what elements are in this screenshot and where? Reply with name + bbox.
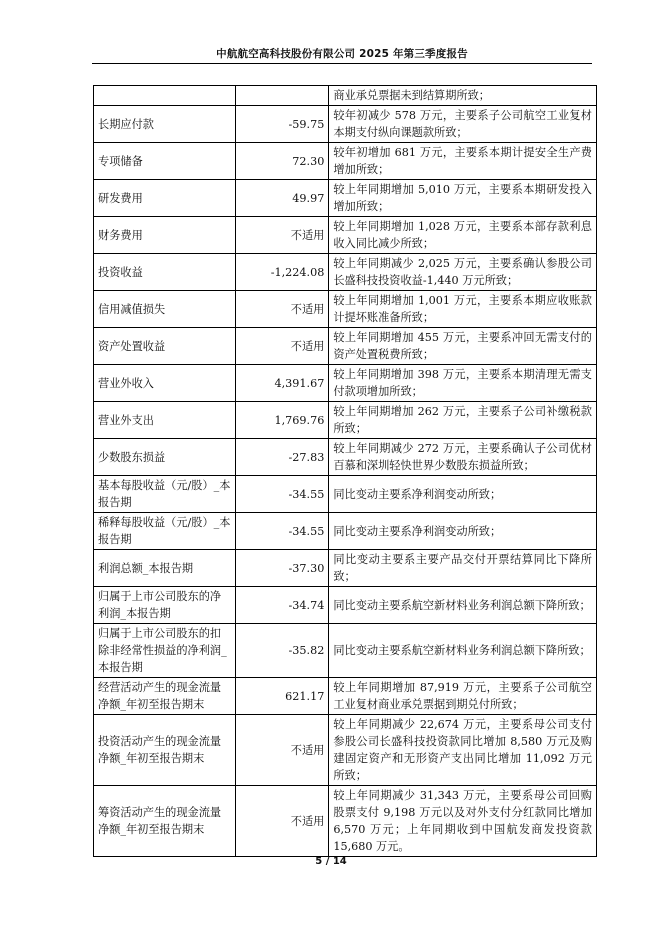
item-cell: 研发费用: [94, 180, 236, 217]
item-cell: 基本每股收益（元/股）_本报告期: [94, 476, 236, 513]
item-cell: [94, 86, 236, 106]
item-cell: 投资活动产生的现金流量净额_年初至报告期末: [94, 715, 236, 786]
value-cell: 621.17: [236, 678, 329, 715]
item-cell: 稀释每股收益（元/股）_本报告期: [94, 513, 236, 550]
value-cell: 不适用: [236, 291, 329, 328]
reason-cell: 较上年同期减少 272 万元，主要系确认子公司优材百慕和深圳轻快世界少数股东损益所致；: [329, 439, 597, 476]
value-cell: 4,391.67: [236, 365, 329, 402]
reason-cell: 较年初减少 578 万元，主要系子公司航空工业复材本期支付纵向课题款所致；: [329, 106, 597, 143]
value-cell: -35.82: [236, 624, 329, 678]
table-row: [94, 291, 597, 328]
table-row: [94, 786, 597, 857]
reason-cell: 较上年同期减少 31,343 万元，主要系母公司回购股票支付 9,198 万元以及对外支付分红款同比增加 6,570 万元；上年同期收到中国航发商发投资款 15,680 万元。: [329, 786, 597, 857]
value-cell: -34.74: [236, 587, 329, 624]
table-row: [94, 402, 597, 439]
table-row: [94, 550, 597, 587]
table-row: [94, 217, 597, 254]
reason-cell: 较上年同期增加 398 万元，主要系本期清理无需支付款项增加所致；: [329, 365, 597, 402]
reason-cell: 同比变动主要系净利润变动所致；: [329, 513, 597, 550]
item-cell: 投资收益: [94, 254, 236, 291]
reason-cell: 同比变动主要系主要产品交付开票结算同比下降所致；: [329, 550, 597, 587]
reason-cell: 同比变动主要系净利润变动所致；: [329, 476, 597, 513]
value-cell: 49.97: [236, 180, 329, 217]
reason-cell: 商业承兑票据未到结算期所致；: [329, 86, 597, 106]
item-cell: 利润总额_本报告期: [94, 550, 236, 587]
reason-cell: 较上年同期增加 455 万元，主要系冲回无需支付的资产处置税费所致；: [329, 328, 597, 365]
table-row: [94, 365, 597, 402]
reason-cell: 同比变动主要系航空新材料业务利润总额下降所致；: [329, 624, 597, 678]
item-cell: 归属于上市公司股东的净利润_本报告期: [94, 587, 236, 624]
value-cell: 72.30: [236, 143, 329, 180]
item-cell: 经营活动产生的现金流量净额_年初至报告期末: [94, 678, 236, 715]
value-cell: -27.83: [236, 439, 329, 476]
item-cell: 资产处置收益: [94, 328, 236, 365]
table-row: [94, 439, 597, 476]
table-row: [94, 587, 597, 624]
reason-cell: 较年初增加 681 万元，主要系本期计提安全生产费增加所致；: [329, 143, 597, 180]
item-cell: 营业外支出: [94, 402, 236, 439]
changes-table: [93, 85, 597, 857]
value-cell: -59.75: [236, 106, 329, 143]
value-cell: -34.55: [236, 513, 329, 550]
item-cell: 财务费用: [94, 217, 236, 254]
item-cell: 营业外收入: [94, 365, 236, 402]
header-rule: [92, 63, 592, 64]
table-row: [94, 143, 597, 180]
reason-cell: 同比变动主要系航空新材料业务利润总额下降所致；: [329, 587, 597, 624]
item-cell: 归属于上市公司股东的扣除非经常性损益的净利润_本报告期: [94, 624, 236, 678]
table-row: [94, 476, 597, 513]
value-cell: -34.55: [236, 476, 329, 513]
item-cell: 筹资活动产生的现金流量净额_年初至报告期末: [94, 786, 236, 857]
table-row: [94, 106, 597, 143]
item-cell: 信用减值损失: [94, 291, 236, 328]
table-row: [94, 715, 597, 786]
reason-cell: 较上年同期增加 5,010 万元，主要系本期研发投入增加所致；: [329, 180, 597, 217]
table-row: [94, 513, 597, 550]
table-row: [94, 678, 597, 715]
value-cell: 不适用: [236, 217, 329, 254]
reason-cell: 较上年同期增加 1,001 万元，主要系本期应收账款计提坏账准备所致；: [329, 291, 597, 328]
reason-cell: 较上年同期增加 262 万元，主要系子公司补缴税款所致；: [329, 402, 597, 439]
report-header: 中航航空高科技股份有限公司 2025 年第三季度报告: [216, 48, 468, 60]
reason-cell: 较上年同期减少 22,674 万元，主要系母公司支付参股公司长盛科技投资款同比增加 8,580 万元及购建固定资产和无形资产支出同比增加 11,092 万元所致；: [329, 715, 597, 786]
value-cell: -37.30: [236, 550, 329, 587]
reason-cell: 较上年同期增加 87,919 万元，主要系子公司航空工业复材商业承兑票据到期兑付所致；: [329, 678, 597, 715]
table-row-continuation: [94, 86, 597, 106]
page-number: 5 / 14: [315, 856, 347, 867]
value-cell: [236, 86, 329, 106]
item-cell: 长期应付款: [94, 106, 236, 143]
value-cell: 不适用: [236, 786, 329, 857]
table-row: [94, 254, 597, 291]
item-cell: 专项储备: [94, 143, 236, 180]
value-cell: 不适用: [236, 328, 329, 365]
reason-cell: 较上年同期增加 1,028 万元，主要系本部存款利息收入同比减少所致；: [329, 217, 597, 254]
table-row: [94, 624, 597, 678]
value-cell: -1,224.08: [236, 254, 329, 291]
value-cell: 1,769.76: [236, 402, 329, 439]
value-cell: 不适用: [236, 715, 329, 786]
table-row: [94, 180, 597, 217]
item-cell: 少数股东损益: [94, 439, 236, 476]
reason-cell: 较上年同期减少 2,025 万元，主要系确认参股公司长盛科技投资收益-1,440 万元所致；: [329, 254, 597, 291]
table-row: [94, 328, 597, 365]
